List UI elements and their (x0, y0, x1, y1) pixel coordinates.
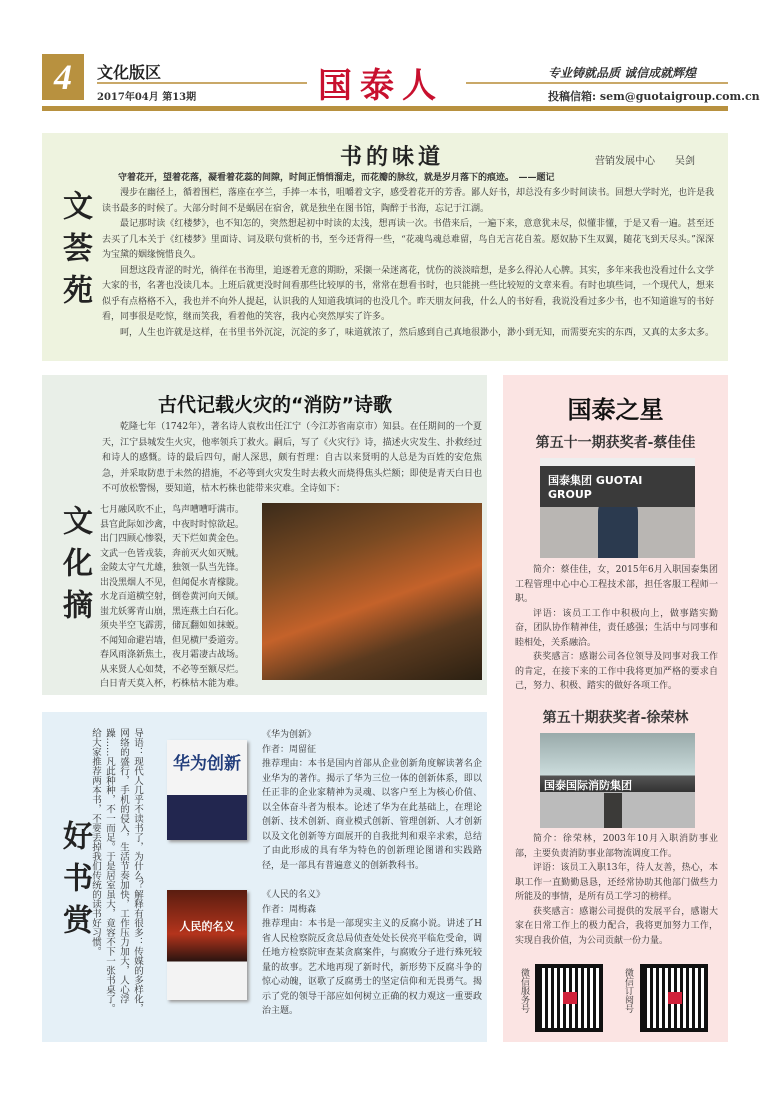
winner-heading: 第五十一期获奖者-蔡佳佳 (535, 435, 696, 451)
poem-line: 须央半空飞霹雳，储瓦翻如如抹蜕。 (100, 621, 245, 631)
winner-text: 评语：该员工工作中积极向上，做事踏实勤奋，团队协作精神佳，责任感强；生活中与同事和睦相处，关系融洽。 (515, 608, 718, 648)
winner-text: 评语：该员工入职13年，待人友善，热心，本职工作一直勤勤恳恳，还经常协助其他部门做些力所能及的事情，是所有员工学习的榜样。 (515, 863, 718, 902)
qr-code-subscription[interactable] (640, 964, 708, 1032)
poem-line: 七月融风吹不止，鸟声嘈嘈吁满市。 (100, 505, 245, 515)
poem-line: 不闻知命避岩墙，但见横尸委道旁。 (100, 635, 245, 646)
book-title: 《华为创新》 (262, 730, 317, 740)
winner-text: 获奖感言：感谢公司各位领导及同事对我工作的肯定，在接下来的工作中我将更加严格的要求自己，努力、积极、踏实的做好各项工作。 (515, 652, 718, 691)
book-cover-huawei: 华为创新 (167, 740, 247, 840)
page-number-badge: 4 (42, 54, 84, 100)
stars-title: 国泰之星 (567, 396, 664, 424)
header-bar (42, 106, 728, 111)
slogan: 专业铸就品质 诚信成就辉煌 (548, 66, 697, 80)
book-title: 《人民的名义》 (262, 890, 326, 900)
photo-sign: 国泰集团 GUOTAI GROUP (540, 466, 695, 507)
book-reason: 推荐理由：本书是国内首部从企业创新角度解读著名企业华为的著作。揭示了华为三位一体的创新体系，即以任正非的企业家精神为灵魂、以客户至上为核心价值、以全体奋斗者为根本。论述了华为在此基础上，在理论创新、技术创新、商业模式创新、管理创新、人才创新以及文化创新等方面展开的自我批判和艰辛求索，总结了由此形成的具有华为特色的创新理论图谱和实践路径，是一部具有普遍意义的创新教科书。 (262, 759, 482, 871)
essay-paragraph: 最记那时读《红楼梦》，也不知怎的，突然想起初中时读的太浅，想再读一次。书借来后，一遍下来，意意犹未尽，似懂非懂，于是又看一遍。甚至还去买了几本关于《红楼梦》里面诗、词及联句赏析的书，至今还背得一些，“花魂鸟魂总难留，鸟自无言花自羞。愿奴胁下生双翼，随花飞到天尽头。”深深为宝黛的姻缘惋惜良久。 (102, 219, 714, 260)
issue-date: 2017年04月 第13期 (97, 92, 197, 103)
book-author: 作者：周梅森 (262, 904, 317, 915)
poem-line: 金陵太守气尤雄，独领一队当先锋。 (100, 563, 245, 573)
poem-line: 文武一色皆戎装，奔前灭火如灭贼。 (100, 548, 245, 559)
winner-heading: 第五十期获奖者-徐荣林 (542, 710, 689, 726)
essay-title: 书的味道 (340, 144, 445, 170)
book-author: 作者：周留征 (262, 744, 317, 755)
essay-paragraph: 漫步在幽径上，循着围栏，落座在亭兰，手捧一本书，咀嚼着文字，感受着花开的芳香。鄙人好书，却总没有多少时间读书。回想大学时光，也许是我读书最多的时候了。大部分时间不是蜗居在宿舍，就是独坐在图书馆，陶醉于书海，忘记于江湖。 (102, 188, 715, 214)
poem-line: 县官此际如沙禽，中夜时时惊欲起。 (100, 519, 245, 530)
essay-paragraph: 呵，人生也许就是这样，在书里书外沉淀，沉淀的多了，味道就浓了，然后感到自己真地很渺小，渺小到无知，而需要充实的东西，又真的太多太多。 (120, 327, 715, 338)
divider (466, 82, 728, 84)
book-cover-people: 人民的名义 (167, 890, 247, 1000)
essay-author: 营销发展中心 吴剑 (595, 156, 695, 167)
winner-photo (540, 733, 695, 828)
divider (97, 82, 307, 84)
essay-label: 文荟苑 (57, 190, 92, 316)
winner-text: 获奖感言：感谢公司提供的发展平台，感谢大家在日常工作上的极力配合，我将更加努力工作，实现自我价值，为公司贡献一份力量。 (515, 906, 718, 946)
person-figure (604, 793, 622, 828)
fire-painting-image (262, 503, 482, 680)
submission-email[interactable]: 投稿信箱: sem@guotaigroup.com.cn (548, 90, 760, 103)
digest-title: 古代记载火灾的“消防”诗歌 (158, 394, 392, 416)
books-label: 好书赏 (57, 820, 92, 946)
poem-line: 从来贤人心如焚，不必等至额尽烂。 (100, 664, 245, 675)
winner-text: 简介：蔡佳佳，女，2015年6月入职国泰集团工程管理中心中心工程技术部，担任客服工程师一职。 (515, 565, 718, 604)
book-reason: 推荐理由：本书是一部现实主义的反腐小说。讲述了H省人民检察院反贪总局侦查处处长侯亮平临危受命，调任地方检察院审查某贪腐案件，与腐败分子进行殊死较量的故事。艺术地再现了新时代，新形势下反腐斗争的惊心动魄，讴歌了反腐勇士的坚定信仰和无畏勇气。揭示了党的领导干部应如何树立正确的权力观这一重要政治主题。 (262, 919, 482, 1016)
digest-intro: 乾隆七年（1742年），著名诗人袁枚出任江宁（今江苏省南京市）知县。在任期间的一个夏天，江宁县城发生火灾，他率领兵丁救火。嗣后，写了《火灾行》诗，描述火灾发生、扑救经过和诗人的感慨。诗的最后四句，耐人深思，颇有哲理：自古以来贤明的人总是为百姓的安危焦急，并采取防患于未然的措施，不必等到火灾发生时去救火而烧得焦头烂额；即使是青天白日也不可放松警惕，要知道，枯木朽株也能带来灾难。全诗如下： (102, 422, 482, 494)
essay-epigraph: 守着花开，望着花落，凝看着花蕊的间隙，时间正悄悄溜走，而花瓣的脉纹，就是岁月落下的痕迹。 ——题记 (118, 173, 555, 183)
essay-paragraph: 回想这段青涩的时光，徜徉在书海里，追逐着无意的期盼，采撷一朵迷离花，忧伤的淡淡暗想，是多么得沁人心脾。其实，多年来我也没看过什么文学大家的书，名著也没读几本。上班后就更没时间看那些比较厚的书，常常在想看书时，也只能挑一些比较短的文章来看。有时也填些词，一个现代人，想来似乎有点格格不入，我也并不向外人提起，认识我的人知道我填词的也没几个。昨天朋友问我，什么人的书好看，我说没看过多少书，也不知道谁写的书好看，同事很是吃惊，继而笑我，看着他的笑容，我内心突然厚实了许多。 (102, 265, 715, 322)
section-name: 文化版区 (97, 63, 162, 82)
photo-sign: 国泰国际消防集团 (544, 779, 632, 792)
books-intro: 导语：现代人几乎不读书了，为什么？解释有很多：传媒的多样化，网络的盛行，手机的侵入，生活节奏加快，工作压力加大，人心浮躁……凡此种种，不一而足。于是居室虽大，竟容不下一张书桌了。给大家推荐两本书，不要丢掉我们传统的读书好习惯。 (90, 728, 143, 1013)
poem-line: 出门四顾心惨裂，天下烂如黄金色。 (100, 534, 245, 544)
poem-line: 出没黑烟人不见，但闻促水青檬陇。 (100, 577, 245, 588)
poem (100, 503, 260, 692)
winner-photo (540, 458, 695, 558)
poem-line: 蚩尤妖雾青山崩，黑连燕土白石化。 (100, 606, 245, 617)
digest-label: 文化摘 (57, 505, 92, 631)
qr-code-service[interactable] (535, 964, 603, 1032)
qr-label: 微信订阅号 (623, 968, 633, 1013)
winner-text: 简介：徐荣林，2003年10月入职消防事业部，主要负责消防事业部物流调度工作。 (515, 834, 718, 859)
poem-line: 水龙百道横空射，倒卷黄河向天倾。 (100, 592, 245, 602)
qr-label: 微信服务号 (519, 968, 529, 1013)
logo: 国泰人 (318, 66, 444, 106)
poem-line: 白日青天莫入杯，朽株枯木能为难。 (100, 679, 245, 689)
poem-line: 春风雨涤新焦土，夜月霜凄古战场。 (100, 650, 245, 660)
